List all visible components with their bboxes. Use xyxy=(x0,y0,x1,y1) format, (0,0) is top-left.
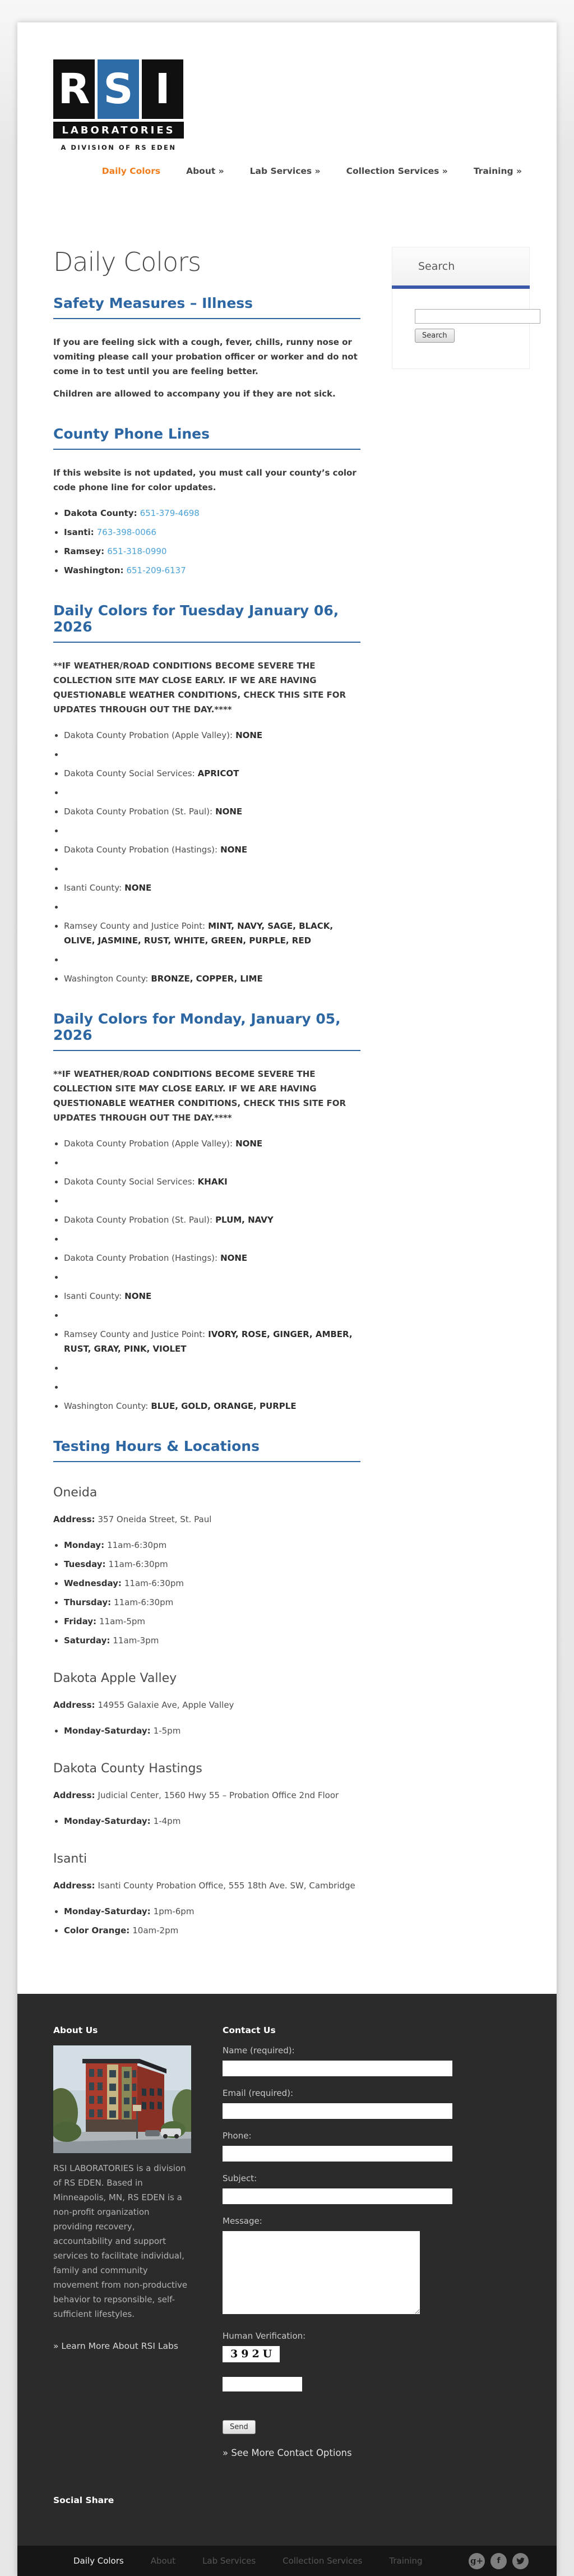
site-label: Isanti County: xyxy=(64,883,122,893)
name-label: Name (required): xyxy=(223,2045,295,2056)
content-area xyxy=(17,176,557,1994)
site-label: Washington County: xyxy=(64,1401,149,1411)
verification-group xyxy=(223,2331,452,2391)
see-more-contact-options-link[interactable]: » See More Contact Options xyxy=(223,2448,352,2458)
color-value: IVORY, ROSE, GINGER, AMBER, RUST, GRAY, PINK, VIOLET xyxy=(64,1329,353,1354)
address-label: Address: xyxy=(53,1881,95,1891)
subject-label: Subject: xyxy=(223,2173,257,2183)
address-label: Address: xyxy=(53,1700,95,1710)
color-value: KHAKI xyxy=(197,1177,228,1187)
location-address xyxy=(53,1698,360,1712)
county-label: Washington: xyxy=(64,565,124,575)
heading-safety-measures: Safety Measures – Illness xyxy=(53,295,360,319)
hours-item xyxy=(64,1538,360,1552)
location-name-oneida: Oneida xyxy=(53,1486,98,1500)
day-label: Monday-Saturday: xyxy=(64,1816,151,1826)
county-label: Isanti: xyxy=(64,527,94,537)
color-item xyxy=(64,842,360,857)
email-field-group xyxy=(223,2088,452,2119)
isanti-hours-list xyxy=(53,1904,360,1938)
twitter-icon[interactable] xyxy=(512,2553,529,2569)
color-item-empty xyxy=(64,1308,360,1322)
hours-value: 11am-6:30pm xyxy=(114,1597,174,1607)
name-field-group xyxy=(223,2045,452,2076)
sidebar xyxy=(392,247,530,369)
message-field[interactable] xyxy=(223,2231,420,2314)
social-icons xyxy=(469,2553,529,2569)
color-value: PLUM, NAVY xyxy=(215,1215,274,1225)
hours-item xyxy=(64,1923,360,1938)
hours-value: 11am-5pm xyxy=(99,1616,145,1626)
site-label: Dakota County Probation (St. Paul): xyxy=(64,807,213,817)
color-value: NONE xyxy=(220,845,248,855)
monday-color-list xyxy=(53,1136,360,1413)
color-item-empty xyxy=(64,900,360,914)
day-label: Color Orange: xyxy=(64,1925,130,1936)
footer-contact-column xyxy=(223,2025,452,2458)
county-label: Ramsey: xyxy=(64,546,105,556)
day-label: Monday: xyxy=(64,1540,105,1550)
address-label: Address: xyxy=(53,1514,95,1524)
search-button[interactable]: Search xyxy=(415,329,455,343)
address-value: Judicial Center, 1560 Hwy 55 – Probation Office 2nd Floor xyxy=(98,1790,339,1800)
captcha-image: 392U xyxy=(223,2346,280,2362)
message-label: Message: xyxy=(223,2216,262,2226)
google-plus-glyph: g+ xyxy=(470,2556,484,2566)
rsi-logo-letters xyxy=(53,59,184,119)
social-share-heading: Social Share xyxy=(53,2495,114,2505)
send-button[interactable]: Send xyxy=(223,2420,256,2434)
heading-testing-hours: Testing Hours & Locations xyxy=(53,1438,360,1462)
site-label: Washington County: xyxy=(64,974,149,984)
color-item xyxy=(64,1174,360,1189)
weather-warning: **IF WEATHER/ROAD CONDITIONS BECOME SEVERE THE COLLECTION SITE MAY CLOSE EARLY. IF WE ARE HAVING QUESTIONABLE WEATHER CONDITIONS, CHECK THIS SITE FOR UPDATES THROUGH OUT THE DAY.**** xyxy=(53,661,346,715)
hours-value: 1pm-6pm xyxy=(153,1906,195,1916)
hours-value: 11am-6:30pm xyxy=(107,1540,167,1550)
bottom-nav-collection-services[interactable]: Collection Services xyxy=(283,2556,363,2566)
subject-field-group xyxy=(223,2173,452,2204)
color-item xyxy=(64,1213,360,1227)
captcha-input[interactable] xyxy=(223,2377,302,2391)
site-label: Ramsey County and Justice Point: xyxy=(64,1329,206,1339)
logo-letter-i: I xyxy=(142,59,183,119)
color-item xyxy=(64,1251,360,1265)
color-item xyxy=(64,971,360,986)
nav-collection-services[interactable]: Collection Services » xyxy=(346,166,448,176)
weather-warning: **IF WEATHER/ROAD CONDITIONS BECOME SEVERE THE COLLECTION SITE MAY CLOSE EARLY. IF WE ARE HAVING QUESTIONABLE WEATHER CONDITIONS, CHECK THIS SITE FOR UPDATES THROUGH OUT THE DAY.**** xyxy=(53,1069,346,1123)
day-label: Saturday: xyxy=(64,1635,110,1646)
building-photo xyxy=(53,2045,191,2153)
color-value: NONE xyxy=(124,1291,152,1301)
color-item xyxy=(64,1399,360,1413)
color-value: NONE xyxy=(124,883,152,893)
contact-us-heading: Contact Us xyxy=(223,2025,276,2035)
phone-field-group xyxy=(223,2131,452,2162)
hours-item xyxy=(64,1904,360,1919)
day-label: Monday-Saturday: xyxy=(64,1726,151,1736)
county-lines-intro: If this website is not updated, you must call your county’s color code phone line for color updates. xyxy=(53,468,357,492)
email-label: Email (required): xyxy=(223,2088,293,2098)
footer-about-column xyxy=(53,2025,191,2458)
site-footer xyxy=(17,1994,557,2546)
site-label: Dakota County Probation (St. Paul): xyxy=(64,1215,213,1225)
color-item-empty xyxy=(64,952,360,967)
google-plus-icon[interactable] xyxy=(469,2553,485,2569)
nav-training[interactable]: Training » xyxy=(473,166,522,176)
location-name-dakota-county-hastings: Dakota County Hastings xyxy=(53,1762,202,1776)
color-value: NONE xyxy=(215,807,243,817)
message-field-group xyxy=(223,2216,452,2314)
about-us-heading: About Us xyxy=(53,2025,98,2035)
logo-laboratories-bar: LABORATORIES xyxy=(53,122,184,139)
logo-letter-r: R xyxy=(53,59,95,119)
tuesday-color-list xyxy=(53,728,360,986)
color-item xyxy=(64,1289,360,1303)
color-value: NONE xyxy=(235,1139,263,1149)
color-value: NONE xyxy=(220,1253,248,1263)
address-value: Isanti County Probation Office, 555 18th Ave. SW, Cambridge xyxy=(98,1881,355,1891)
heading-monday-colors: Daily Colors for Monday, January 05, 2026 xyxy=(53,1011,360,1051)
phone-field[interactable] xyxy=(223,2146,452,2162)
list-item xyxy=(64,525,360,540)
search-widget xyxy=(392,247,530,369)
hours-item xyxy=(64,1557,360,1572)
hours-value: 11am-6:30pm xyxy=(108,1559,168,1569)
hours-item xyxy=(64,1576,360,1591)
footer-columns xyxy=(53,2025,530,2458)
address-value: 357 Oneida Street, St. Paul xyxy=(98,1514,212,1524)
heading-county-phone-lines: County Phone Lines xyxy=(53,426,360,450)
search-widget-body xyxy=(392,289,529,368)
facebook-icon[interactable] xyxy=(490,2553,507,2569)
color-item-empty xyxy=(64,747,360,762)
bottom-nav-about[interactable]: About xyxy=(150,2556,176,2566)
color-item xyxy=(64,1327,360,1356)
county-phone-list xyxy=(53,506,360,578)
location-name-isanti: Isanti xyxy=(53,1852,87,1866)
color-item-empty xyxy=(64,1193,360,1208)
page-container xyxy=(17,22,557,2576)
social-share-section xyxy=(53,2458,530,2546)
hours-item xyxy=(64,1614,360,1629)
phone-link[interactable]: 651-209-6137 xyxy=(126,565,186,575)
nav-lab-services[interactable]: Lab Services » xyxy=(249,166,321,176)
phone-link[interactable]: 763-398-0066 xyxy=(96,527,156,537)
hours-item xyxy=(64,1633,360,1648)
address-label: Address: xyxy=(53,1790,95,1800)
color-value: NONE xyxy=(235,730,263,740)
bottom-bar xyxy=(17,2546,557,2576)
bottom-nav xyxy=(73,2556,423,2566)
human-verification-label: Human Verification: xyxy=(223,2331,306,2341)
hours-value: 11am-6:30pm xyxy=(124,1578,184,1588)
color-item xyxy=(64,881,360,895)
hours-item xyxy=(64,1724,360,1738)
bottom-nav-daily-colors[interactable]: Daily Colors xyxy=(73,2556,124,2566)
about-us-text: RSI LABORATORIES is a division of RS EDEN. Based in Minneapolis, MN, RS EDEN is a non-profit organization providing recovery, accountability and support services to facilitate individual, family and community movement from non-productive behavior to repsonsible, self-sufficient lifestyles. xyxy=(53,2163,188,2319)
site-label: Dakota County Social Services: xyxy=(64,1177,195,1187)
page-title: Daily Colors xyxy=(53,247,201,277)
location-address xyxy=(53,1788,360,1803)
search-input[interactable] xyxy=(415,309,540,324)
heading-tuesday-colors: Daily Colors for Tuesday January 06, 2026 xyxy=(53,602,360,643)
main-nav xyxy=(53,166,530,176)
list-item xyxy=(64,563,360,578)
safety-paragraph-2: Children are allowed to accompany you if they are not sick. xyxy=(53,389,336,399)
county-label: Dakota County: xyxy=(64,508,137,518)
nav-daily-colors[interactable]: Daily Colors xyxy=(101,166,161,176)
phone-label: Phone: xyxy=(223,2131,252,2141)
hours-value: 1-4pm xyxy=(153,1816,181,1826)
color-item-empty xyxy=(64,1232,360,1246)
location-address xyxy=(53,1878,360,1893)
color-item xyxy=(64,728,360,743)
bottom-nav-training[interactable]: Training xyxy=(389,2556,423,2566)
hours-value: 1-5pm xyxy=(153,1726,181,1736)
hours-item xyxy=(64,1595,360,1610)
color-item-empty xyxy=(64,1361,360,1375)
subject-field[interactable] xyxy=(223,2188,452,2204)
hours-value: 11am-3pm xyxy=(113,1635,159,1646)
color-item xyxy=(64,919,360,948)
color-value: BLUE, GOLD, ORANGE, PURPLE xyxy=(151,1401,297,1411)
color-item xyxy=(64,804,360,819)
color-item-empty xyxy=(64,1270,360,1284)
oneida-hours-list xyxy=(53,1538,360,1648)
site-label: Dakota County Probation (Apple Valley): xyxy=(64,1139,233,1149)
rsi-logo xyxy=(53,59,184,151)
name-field[interactable] xyxy=(223,2061,452,2076)
day-label: Tuesday: xyxy=(64,1559,106,1569)
color-value: BRONZE, COPPER, LIME xyxy=(151,974,263,984)
day-label: Monday-Saturday: xyxy=(64,1906,151,1916)
color-value: APRICOT xyxy=(197,768,239,778)
hours-value: 10am-2pm xyxy=(132,1925,179,1936)
hours-item xyxy=(64,1814,360,1828)
color-item-empty xyxy=(64,823,360,838)
color-item xyxy=(64,766,360,781)
logo-tagline: A DIVISION OF RS EDEN xyxy=(61,144,177,151)
color-item xyxy=(64,1136,360,1151)
site-label: Isanti County: xyxy=(64,1291,122,1301)
day-label: Wednesday: xyxy=(64,1578,122,1588)
day-label: Friday: xyxy=(64,1616,97,1626)
color-item-empty xyxy=(64,1380,360,1394)
email-field[interactable] xyxy=(223,2103,452,2119)
bottom-nav-lab-services[interactable]: Lab Services xyxy=(202,2556,256,2566)
location-name-dakota-apple-valley: Dakota Apple Valley xyxy=(53,1671,177,1685)
color-item-empty xyxy=(64,1155,360,1170)
facebook-glyph: f xyxy=(497,2556,501,2565)
apple-valley-hours-list xyxy=(53,1724,360,1738)
site-label: Dakota County Probation (Hastings): xyxy=(64,845,218,855)
location-address xyxy=(53,1512,360,1527)
nav-about[interactable]: About » xyxy=(186,166,224,176)
site-label: Dakota County Probation (Hastings): xyxy=(64,1253,218,1263)
main-column xyxy=(53,247,360,1942)
color-item-empty xyxy=(64,785,360,800)
address-value: 14955 Galaxie Ave, Apple Valley xyxy=(98,1700,234,1710)
search-widget-title: Search xyxy=(392,247,529,285)
color-item-empty xyxy=(64,861,360,876)
phone-link[interactable]: 651-379-4698 xyxy=(140,508,200,518)
logo-letter-s: S xyxy=(98,59,139,119)
list-item xyxy=(64,544,360,559)
color-value: MINT, NAVY, SAGE, BLACK, OLIVE, JASMINE, RUST, WHITE, GREEN, PURPLE, RED xyxy=(64,921,334,946)
safety-paragraph-1: If you are feeling sick with a cough, fever, chills, runny nose or vomiting please call your probation officer or worker and do not come in to test until you are feeling better. xyxy=(53,337,358,376)
site-header xyxy=(17,22,557,176)
phone-link[interactable]: 651-318-0990 xyxy=(107,546,167,556)
site-label: Ramsey County and Justice Point: xyxy=(64,921,206,931)
list-item xyxy=(64,506,360,520)
day-label: Thursday: xyxy=(64,1597,112,1607)
learn-more-link[interactable]: » Learn More About RSI Labs xyxy=(53,2341,178,2351)
hastings-hours-list xyxy=(53,1814,360,1828)
site-label: Dakota County Social Services: xyxy=(64,768,195,778)
site-label: Dakota County Probation (Apple Valley): xyxy=(64,730,233,740)
